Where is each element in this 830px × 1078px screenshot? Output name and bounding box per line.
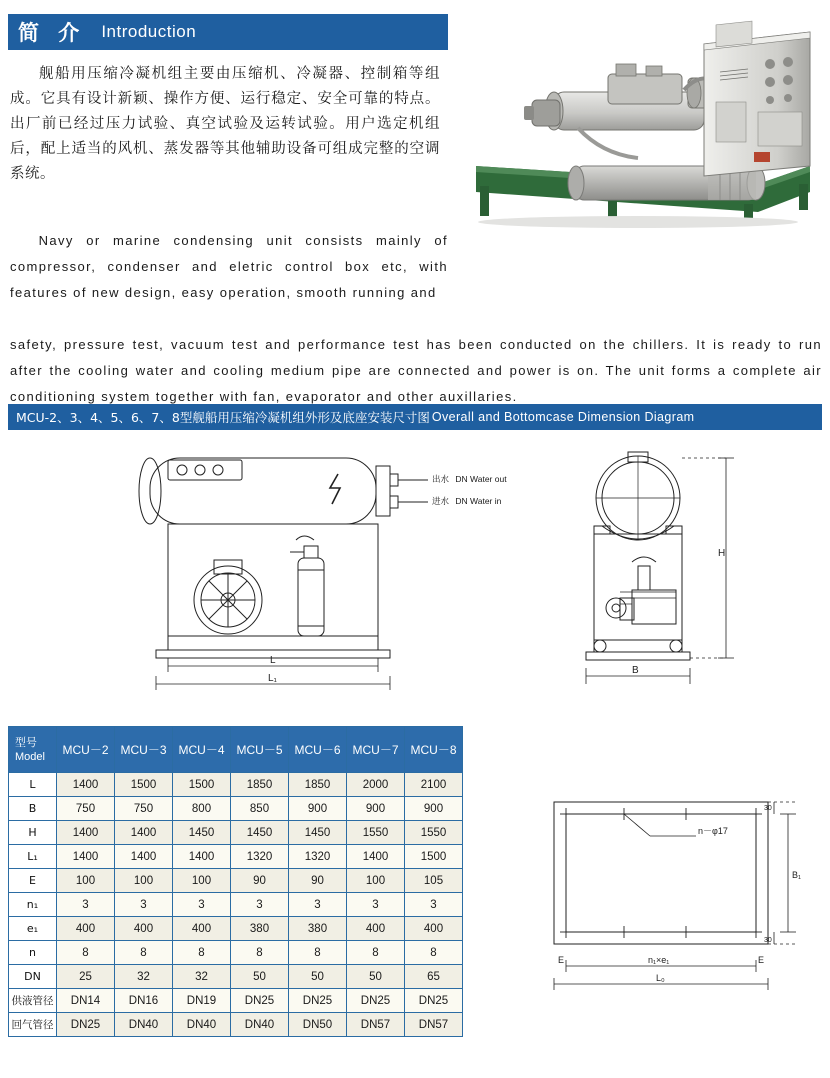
table-row — [9, 1013, 463, 1037]
table-row — [9, 917, 463, 941]
model-header: MCU－8 — [405, 727, 463, 773]
table-row — [9, 989, 463, 1013]
intro-title-en: Introduction — [101, 22, 197, 41]
table-cell: 400 — [405, 917, 463, 941]
table-cell: 100 — [115, 869, 173, 893]
corner-label-cn: 型号 — [15, 735, 37, 749]
table-cell: DN14 — [57, 989, 115, 1013]
base-dim-E-left: E — [558, 955, 565, 965]
table-row — [9, 965, 463, 989]
table-cell: 50 — [289, 965, 347, 989]
table-cell: DN16 — [115, 989, 173, 1013]
base-dim-L0: L₀ — [656, 973, 665, 983]
table-cell: 3 — [405, 893, 463, 917]
table-cell: 1400 — [347, 845, 405, 869]
table-cell: 8 — [289, 941, 347, 965]
row-label: L — [9, 773, 57, 797]
table-cell: 1500 — [173, 773, 231, 797]
table-cell: 1400 — [57, 773, 115, 797]
table-cell: 8 — [173, 941, 231, 965]
front-view-drawing — [110, 440, 507, 700]
product-photo — [458, 16, 822, 228]
row-label: n — [9, 941, 57, 965]
model-header: MCU－5 — [231, 727, 289, 773]
table-cell: 380 — [289, 917, 347, 941]
basecase-drawing — [520, 770, 820, 1010]
table-cell: 1450 — [173, 821, 231, 845]
row-label: e₁ — [9, 917, 57, 941]
intro-title-cn: 简 介 — [18, 21, 86, 45]
model-header: MCU－7 — [347, 727, 405, 773]
water-in-label: 进水 DN Water in — [432, 496, 502, 507]
model-header: MCU－4 — [173, 727, 231, 773]
table-cell: DN57 — [347, 1013, 405, 1037]
table-cell: 1450 — [289, 821, 347, 845]
table-row — [9, 869, 463, 893]
table-cell: 1400 — [57, 845, 115, 869]
table-cell: 25 — [57, 965, 115, 989]
water-out-label: 出水 DN Water out — [432, 474, 507, 485]
table-cell: 1400 — [115, 845, 173, 869]
table-cell: DN25 — [289, 989, 347, 1013]
side-dim-H: H — [718, 548, 726, 559]
table-cell: DN25 — [405, 989, 463, 1013]
row-label: H — [9, 821, 57, 845]
base-dim-pitch: n₁×e₁ — [648, 955, 670, 965]
table-row — [9, 797, 463, 821]
row-label: B — [9, 797, 57, 821]
table-cell: DN19 — [173, 989, 231, 1013]
table-cell: 3 — [173, 893, 231, 917]
intro-section-header — [8, 14, 448, 50]
model-header: MCU－2 — [57, 727, 115, 773]
table-row — [9, 845, 463, 869]
table-cell: 100 — [173, 869, 231, 893]
table-cell: 1550 — [405, 821, 463, 845]
table-cell: 32 — [115, 965, 173, 989]
base-hole-callout: n－φ17 — [698, 826, 728, 836]
table-cell: 3 — [57, 893, 115, 917]
row-label: DN — [9, 965, 57, 989]
base-edge-top: 30 — [764, 805, 772, 812]
table-cell: 900 — [289, 797, 347, 821]
intro-paragraph-en-full: safety, pressure test, vacuum test and performance test has been conducted on the chillers. It is ready to run after the cooling water and cooling medium pipe are connected and power is on. The unit forms a complete air conditioning system together with fan, evaporator and other auxillaries. — [10, 337, 822, 404]
dimension-section-header — [8, 404, 822, 430]
base-edge-bottom: 30 — [764, 937, 772, 944]
table-cell: 400 — [347, 917, 405, 941]
table-corner-cell — [9, 727, 57, 773]
base-dim-E-right: E — [758, 955, 765, 965]
table-cell: 750 — [115, 797, 173, 821]
model-header: MCU－6 — [289, 727, 347, 773]
table-cell: 1320 — [231, 845, 289, 869]
table-cell: 2100 — [405, 773, 463, 797]
table-cell: 1850 — [289, 773, 347, 797]
table-cell: 100 — [57, 869, 115, 893]
table-cell: 400 — [57, 917, 115, 941]
table-cell: 1850 — [231, 773, 289, 797]
table-cell: 2000 — [347, 773, 405, 797]
table-cell: DN40 — [173, 1013, 231, 1037]
table-cell: 90 — [289, 869, 347, 893]
table-row — [9, 821, 463, 845]
table-cell: 100 — [347, 869, 405, 893]
table-cell: 8 — [231, 941, 289, 965]
table-cell: 50 — [231, 965, 289, 989]
table-cell: DN50 — [289, 1013, 347, 1037]
table-cell: DN40 — [231, 1013, 289, 1037]
table-cell: 8 — [57, 941, 115, 965]
table-cell: 900 — [347, 797, 405, 821]
row-label: 供液管径 — [9, 989, 57, 1013]
side-dim-B: B — [632, 665, 639, 676]
front-dim-L: L — [270, 655, 276, 666]
table-cell: DN25 — [57, 1013, 115, 1037]
table-row — [9, 893, 463, 917]
table-cell: 800 — [173, 797, 231, 821]
corner-label-en: Model — [15, 750, 45, 763]
table-cell: 3 — [347, 893, 405, 917]
table-cell: 1550 — [347, 821, 405, 845]
table-cell: 750 — [57, 797, 115, 821]
table-cell: 90 — [231, 869, 289, 893]
table-row — [9, 941, 463, 965]
table-cell: 3 — [115, 893, 173, 917]
table-cell: DN57 — [405, 1013, 463, 1037]
row-label: n₁ — [9, 893, 57, 917]
table-cell: 1500 — [405, 845, 463, 869]
model-header: MCU－3 — [115, 727, 173, 773]
table-cell: 380 — [231, 917, 289, 941]
table-cell: 850 — [231, 797, 289, 821]
table-cell: 65 — [405, 965, 463, 989]
table-cell: DN25 — [347, 989, 405, 1013]
table-cell: DN25 — [231, 989, 289, 1013]
table-cell: 1320 — [289, 845, 347, 869]
dimension-title-cn: MCU-2、3、4、5、6、7、8型舰船用压缩冷凝机组外形及底座安装尺寸图 — [16, 410, 430, 425]
table-row — [9, 773, 463, 797]
side-view-drawing — [520, 440, 820, 700]
table-cell: 1400 — [115, 821, 173, 845]
table-cell: 1500 — [115, 773, 173, 797]
table-cell: 400 — [173, 917, 231, 941]
table-cell: DN40 — [115, 1013, 173, 1037]
table-header-row — [9, 727, 463, 773]
table-cell: 1400 — [173, 845, 231, 869]
dimension-title-en: Overall and Bottomcase Dimension Diagram — [431, 410, 695, 424]
table-cell: 3 — [289, 893, 347, 917]
intro-paragraph-en-left: Navy or marine condensing unit consists mainly of compressor, condenser and eletric control box etc, with features of new design, easy operation, smooth running and — [10, 233, 448, 300]
table-cell: 50 — [347, 965, 405, 989]
row-label: 回气管径 — [9, 1013, 57, 1037]
front-dim-L1: L₁ — [268, 673, 277, 684]
table-cell: 3 — [231, 893, 289, 917]
table-cell: 400 — [115, 917, 173, 941]
row-label: E — [9, 869, 57, 893]
table-cell: 8 — [347, 941, 405, 965]
base-dim-B1: B₁ — [792, 870, 802, 880]
table-cell: 8 — [405, 941, 463, 965]
table-cell: 1450 — [231, 821, 289, 845]
table-cell: 105 — [405, 869, 463, 893]
row-label: L₁ — [9, 845, 57, 869]
table-cell: 32 — [173, 965, 231, 989]
specification-table — [8, 726, 463, 1037]
table-cell: 1400 — [57, 821, 115, 845]
table-cell: 900 — [405, 797, 463, 821]
table-cell: 8 — [115, 941, 173, 965]
intro-paragraph-cn: 舰船用压缩冷凝机组主要由压缩机、冷凝器、控制箱等组成。它具有设计新颖、操作方便、运行稳定、安全可靠的特点。出厂前已经过压力试验、真空试验及运转试验。用户选定机组后，配上适当的风机、蒸发器等其他辅助设备可组成完整的空调系统。 — [10, 66, 440, 182]
